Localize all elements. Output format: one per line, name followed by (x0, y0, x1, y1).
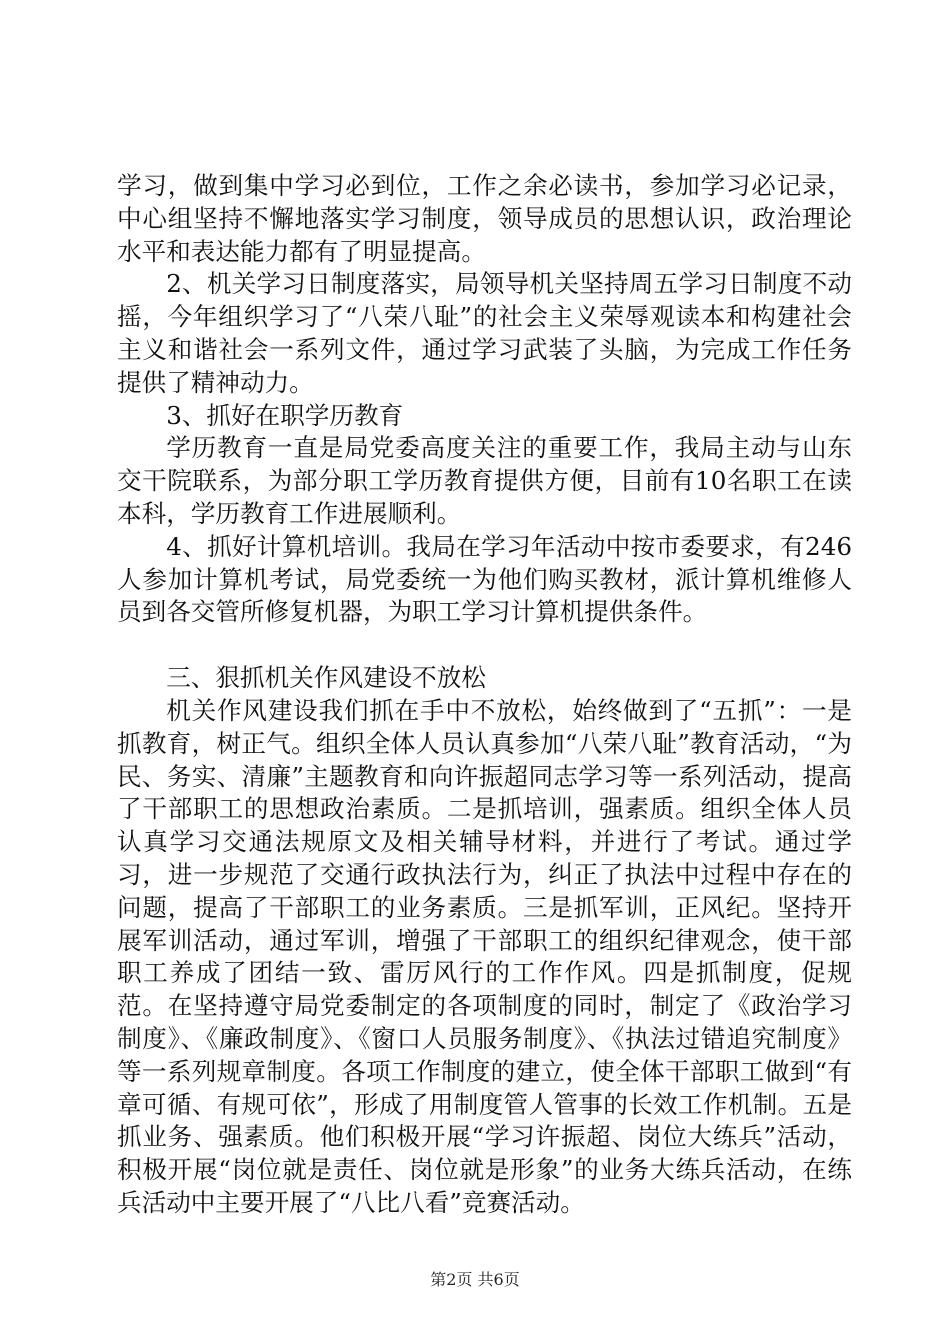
paragraph-gap (117, 629, 852, 662)
paragraph-work-style: 机关作风建设我们抓在手中不放松，始终做到了“五抓”：一是抓教育，树正气。组织全体人员认真参加“八荣八耻”教育活动，“为民、务实、清廉”主题教育和向许振超同志学习等一系列活动，提高了干部职工的思想政治素质。二是抓培训，强素质。组织全体人员认真学习交通法规原文及相关辅导材料，并进行了考试。通过学习，进一步规范了交通行政执法行为，纠正了执法中过程中存在的问题，提高了干部职工的业务素质。三是抓军训，正风纪。坚持开展军训活动，通过军训，增强了干部职工的组织纪律观念，使干部职工养成了团结一致、雷厉风行的工作作风。四是抓制度，促规范。在坚持遵守局党委制定的各项制度的同时，制定了《政治学习制度》、《廉政制度》、《窗口人员服务制度》、《执法过错追究制度》等一系列规章制度。各项工作制度的建立，使全体干部职工做到“有章可循、有规可依”，形成了用制度管人管事的长效工作机制。五是抓业务、强素质。他们积极开展“学习许振超、岗位大练兵”活动，积极开展“岗位就是责任、岗位就是形象”的业务大练兵活动，在练兵活动中主要开展了“八比八看”竞赛活动。 (117, 695, 852, 1217)
subheading-item-3: 3、抓好在职学历教育 (166, 400, 404, 430)
page-footer: 第2页 共6页 (430, 1270, 520, 1289)
section-heading-3: 三、狠抓机关作风建设不放松 (166, 663, 486, 693)
paragraph-education: 学历教育一直是局党委高度关注的重要工作，我局主动与山东交干院联系，为部分职工学历教育提供方便，目前有10名职工在读本科，学历教育工作进展顺利。 (117, 433, 852, 528)
paragraph-continuation: 学习，做到集中学习必到位，工作之余必读书，参加学习必记录，中心组坚持不懈地落实学习制度，领导成员的思想认识，政治理论水平和表达能力都有了明显提高。 (117, 171, 852, 266)
paragraph-item-4: 4、抓好计算机培训。我局在学习年活动中按市委要求，有246人参加计算机考试，局党委统一为他们购买教材，派计算机维修人员到各交管所修复机器，为职工学习计算机提供条件。 (117, 531, 852, 627)
paragraph-item-2: 2、机关学习日制度落实，局领导机关坚持周五学习日制度不动摇，今年组织学习了“八荣八耻”的社会主义荣辱观读本和构建社会主义和谐社会一系列文件，通过学习武装了头脑，为完成工作任务提供了精神动力。 (117, 269, 852, 397)
document-body (117, 170, 852, 1220)
